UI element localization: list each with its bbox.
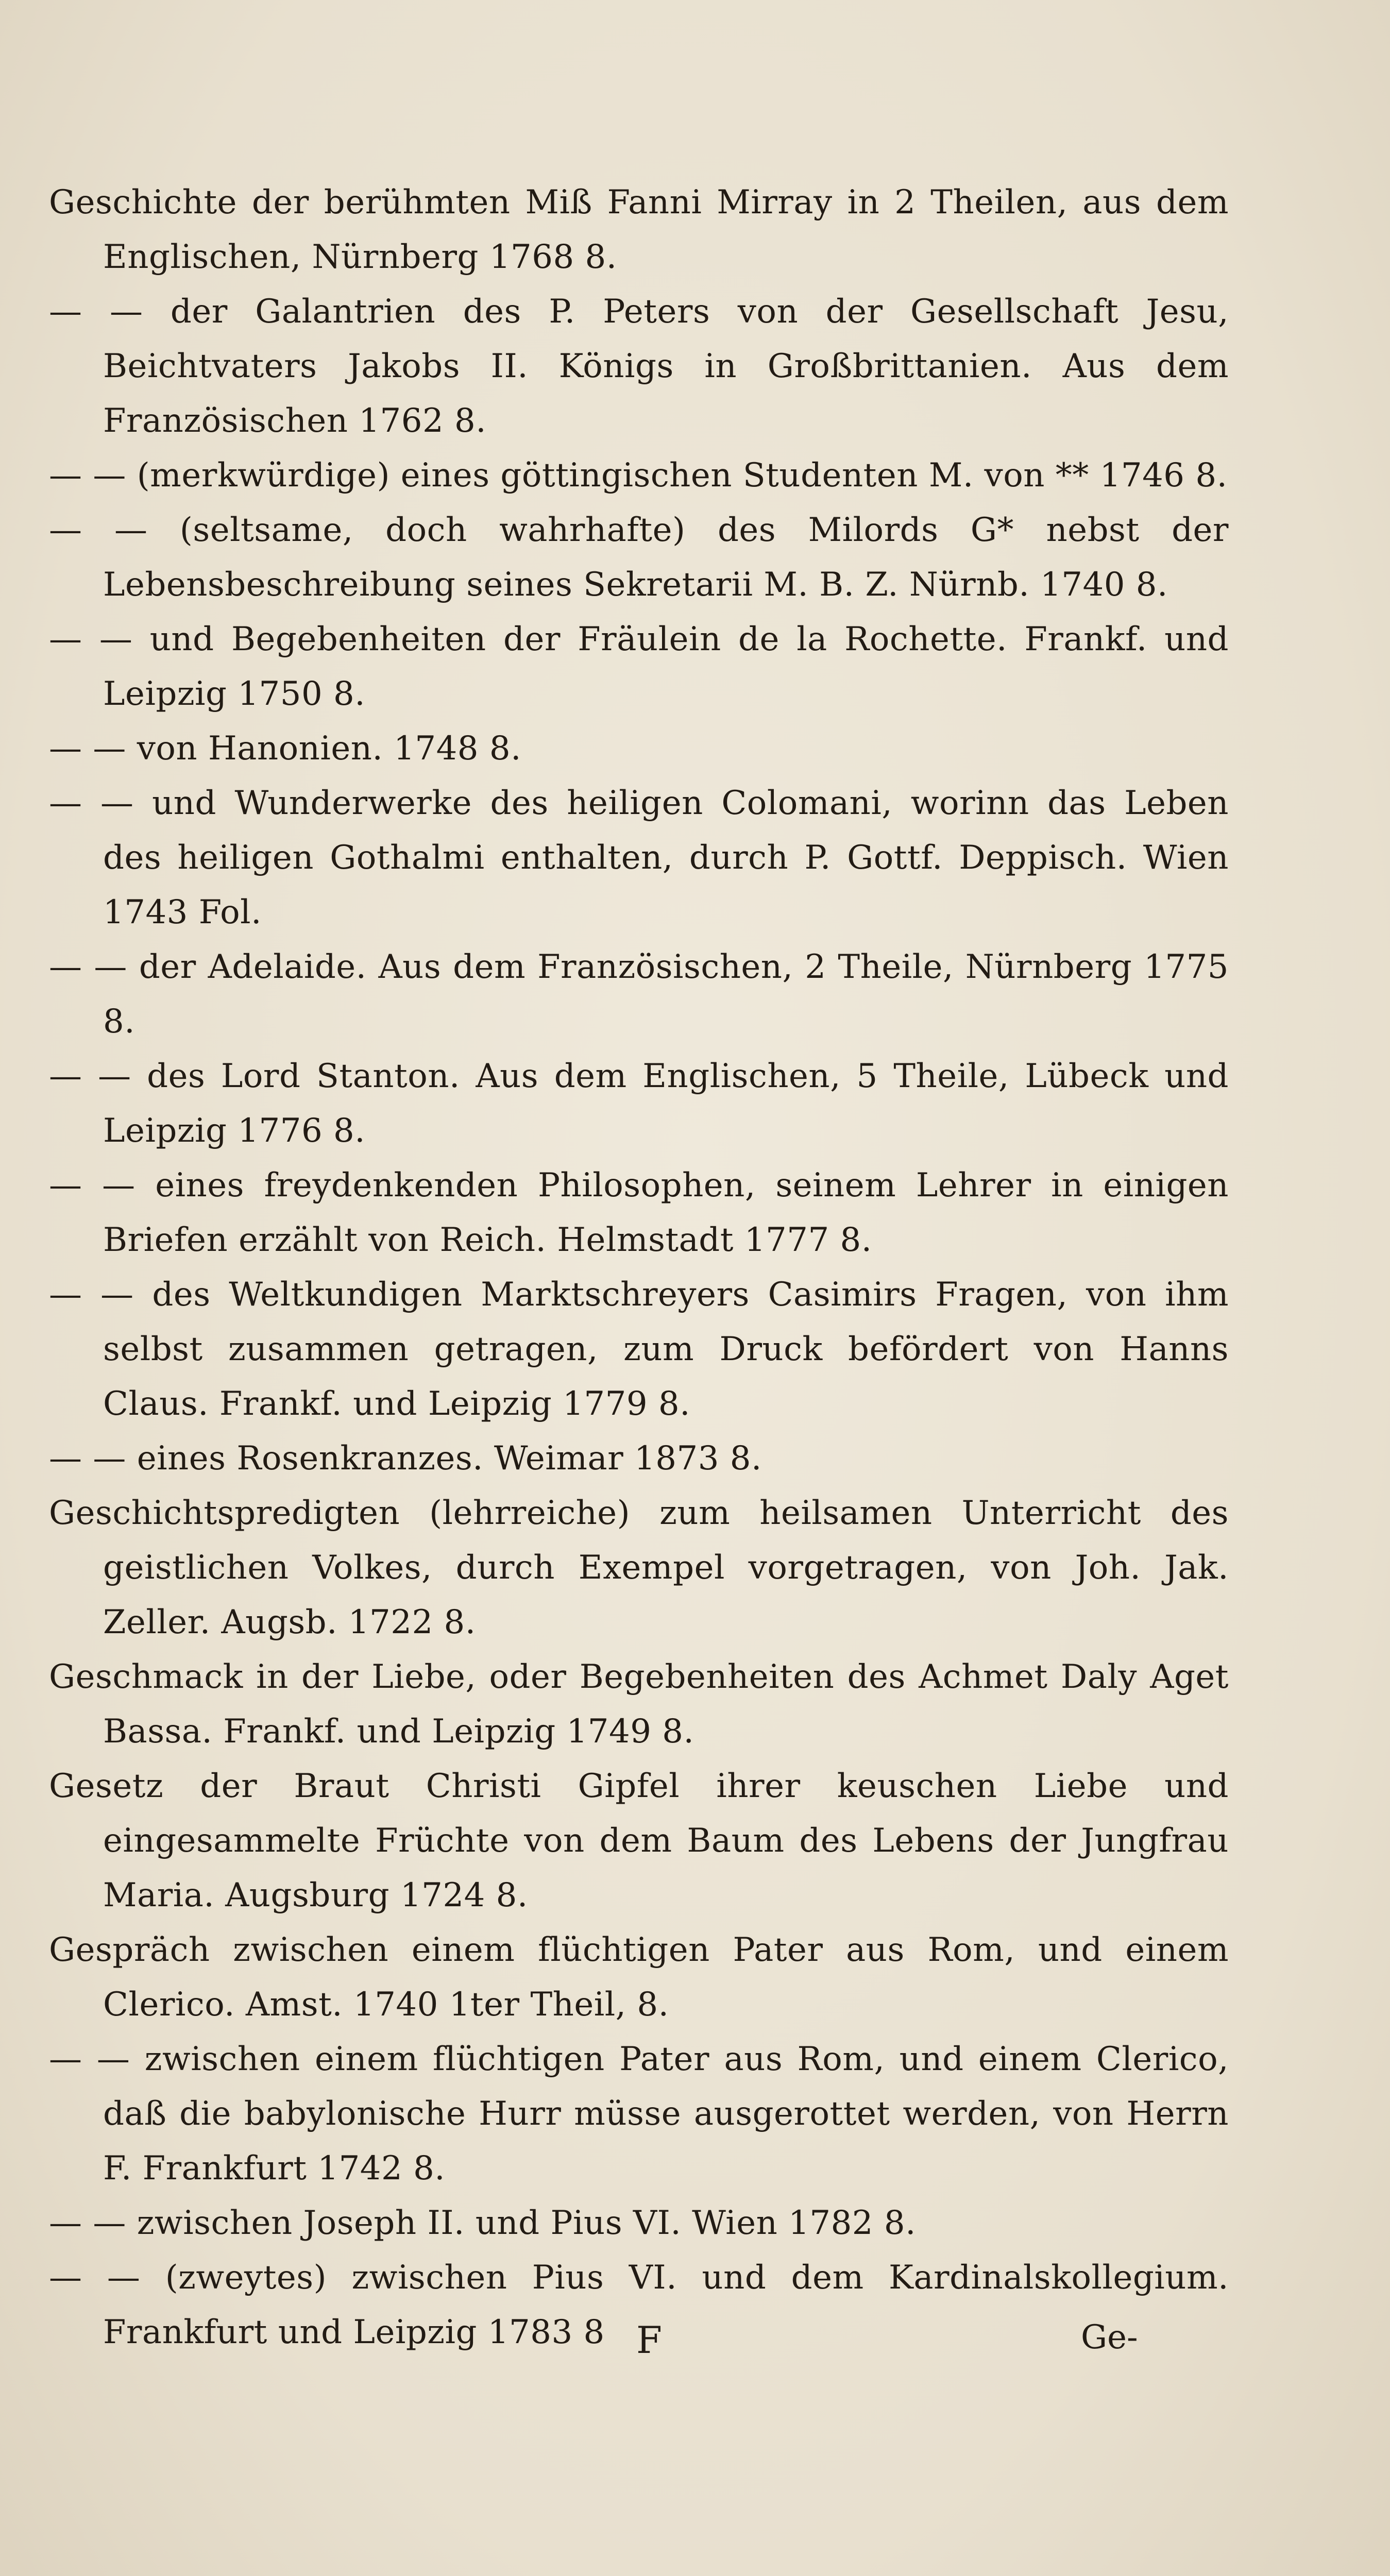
page-footer [0,2318,1390,2380]
list-item: — — eines Rosenkranzes. Weimar 1873 8. [49,1439,762,1478]
list-item: Gespräch zwischen einem flüchtigen Pater aus Rom, und einem Clerico. Amst. 1740 1ter Theil, 8. [49,1931,1229,2024]
entry-list [49,175,1229,2360]
list-item: — — des Lord Stanton. Aus dem Englischen, 5 Theile, Lübeck und Leipzig 1776 8. [49,1057,1229,1150]
list-item: — — (merkwürdige) eines göttingischen Studenten M. von ** 1746 8. [49,456,1228,495]
list-item: Geschichte der berühmten Miß Fanni Mirray in 2 Theilen, aus dem Englischen, Nürnberg 1768 8. [49,183,1229,276]
list-item: — — und Wunderwerke des heiligen Colomani, worinn das Leben des heiligen Gothalmi enthalten, durch P. Gottf. Deppisch. Wien 1743 Fol. [49,784,1229,931]
list-item: — — des Weltkundigen Marktschreyers Casimirs Fragen, von ihm selbst zusammen getragen, zum Druck befördert von Hanns Claus. Frankf. und Leipzig 1779 8. [49,1276,1229,1423]
list-item: — — der Galantrien des P. Peters von der Gesellschaft Jesu, Beichtvaters Jakobs II. Königs in Großbrittanien. Aus dem Französischen 1762 8. [49,293,1229,440]
list-item: — — (seltsame, doch wahrhafte) des Milords G* nebst der Lebensbeschreibung seines Sekretarii M. B. Z. Nürnb. 1740 8. [49,511,1229,604]
list-item: Gesetz der Braut Christi Gipfel ihrer keuschen Liebe und eingesammelte Früchte von dem Baum des Lebens der Jungfrau Maria. Augsburg 1724 8. [49,1767,1229,1914]
list-item: — — der Adelaide. Aus dem Französischen, 2 Theile, Nürnberg 1775 8. [49,948,1229,1041]
list-item: Geschichtspredigten (lehrreiche) zum heilsamen Unterricht des geistlichen Volkes, durch Exempel vorgetragen, von Joh. Jak. Zeller. Augsb. 1722 8. [49,1494,1229,1641]
signature-mark: F [636,2318,662,2362]
list-item: — — zwischen Joseph II. und Pius VI. Wien 1782 8. [49,2204,916,2242]
list-item: Geschmack in der Liebe, oder Begebenheiten des Achmet Daly Aget Bassa. Frankf. und Leipzig 1749 8. [49,1658,1229,1751]
list-item: — — (zweytes) zwischen Pius VI. und dem Kardinalskollegium. Frankfurt und Leipzig 1783 8 [49,2259,1229,2351]
list-item: — — eines freydenkenden Philosophen, seinem Lehrer in einigen Briefen erzählt von Reich. Helmstadt 1777 8. [49,1166,1229,1259]
list-item: — — zwischen einem flüchtigen Pater aus Rom, und einem Clerico, daß die babylonische Hurr müsse ausgerottet werden, von Herrn F. Frankfurt 1742 8. [49,2040,1229,2188]
list-item: — — von Hanonien. 1748 8. [49,730,521,768]
list-item: — — und Begebenheiten der Fräulein de la Rochette. Frankf. und Leipzig 1750 8. [49,620,1229,713]
catchword: Ge- [1081,2318,1138,2357]
